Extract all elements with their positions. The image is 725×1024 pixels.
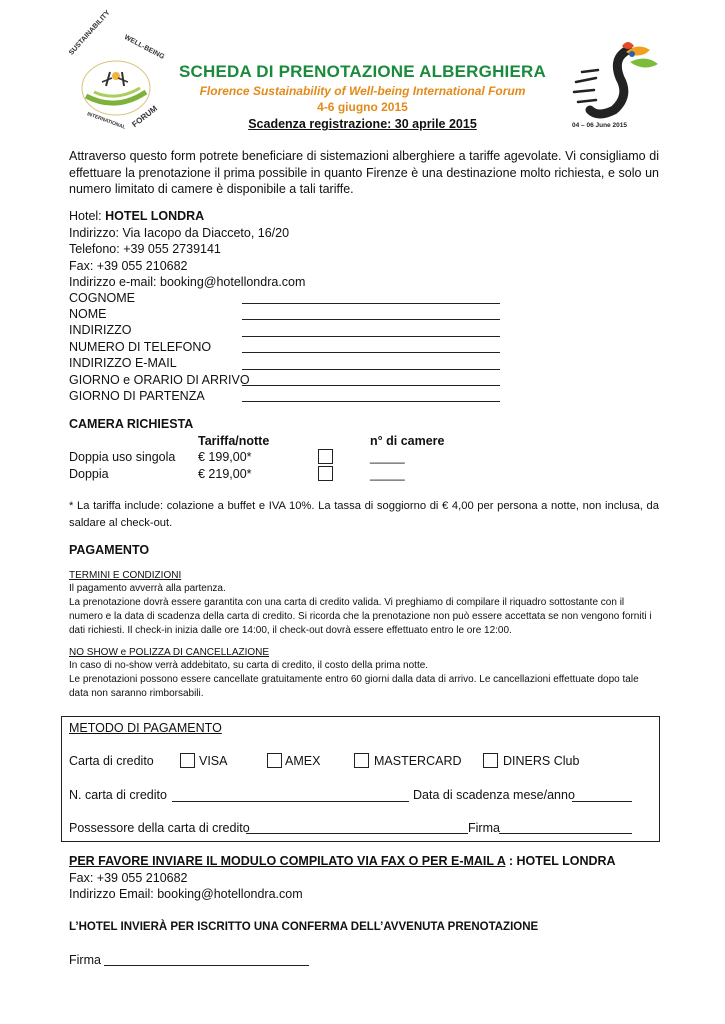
hotel-phone: Telefono: +39 055 2739141 (69, 242, 221, 256)
room-rate-header: Tariffa/notte (198, 434, 270, 448)
terms-line-4: dati richiesti. Il check-in inizia dalle ore 14:00, il check-out dovrà essere effettuato entro le ore 12:00. (69, 625, 512, 636)
field-input-telefono[interactable] (242, 352, 500, 353)
page-title: SCHEDA DI PRENOTAZIONE ALBERGHIERA (179, 62, 546, 81)
room-type-single: Doppia uso singola (69, 450, 176, 464)
hotel-name-line (69, 208, 204, 224)
hotel-label: Hotel: (69, 209, 106, 223)
payment-heading: PAGAMENTO (69, 543, 150, 557)
room-count-double[interactable]: _____ (370, 467, 405, 481)
card-number-field[interactable] (172, 801, 409, 802)
mastercard-label: MASTERCARD (374, 754, 462, 768)
forum-dates: 4-6 giugno 2015 (317, 100, 408, 114)
terms-title: TERMINI E CONDIZIONI (69, 570, 182, 581)
field-label-email: INDIRIZZO E-MAIL (69, 356, 177, 370)
terms-line-3: numero e la data di scadenza della carta di credito. Si ricorda che la prenotazione non può essere accettata se non vengono forniti i (69, 611, 652, 622)
terms-line-2: La prenotazione dovrà essere garantita con una carta di credito valida. Vi preghiamo di compilare il riquadro sottostante con il (69, 597, 625, 608)
hotel-address: Indirizzo: Via Iacopo da Diacceto, 16/20 (69, 226, 290, 240)
field-label-nome: NOME (69, 307, 107, 321)
confirmation-note: L’HOTEL INVIERÀ PER ISCRITTO UNA CONFERMA DELL’AVVENUTA PRENOTAZIONE (69, 921, 539, 933)
field-input-indirizzo[interactable] (242, 336, 500, 337)
card-sign-label: Firma (468, 821, 500, 835)
hotel-email: Indirizzo e-mail: booking@hotellondra.com (69, 275, 306, 289)
hotel-fax: Fax: +39 055 210682 (69, 259, 188, 273)
intro-paragraph: Attraverso questo form potrete beneficiare di sistemazioni alberghiere a tariffe agevolate. Vi consigliamo di effettuare la prenotazione il prima possibile in quanto Firenze è una destinazione molto richiesta, e solo un numero limitato di camere è disponibile a tali tariffe. (69, 149, 659, 196)
footer-sign-label: Firma (69, 953, 101, 967)
card-holder-label: Possessore della carta di credito (69, 821, 250, 835)
logo-text-sustainability: SUSTAINABILITY (68, 9, 112, 57)
amex-label: AMEX (285, 754, 321, 768)
field-input-cognome[interactable] (242, 303, 500, 304)
field-input-nome[interactable] (242, 319, 500, 320)
room-count-single[interactable]: _____ (370, 450, 405, 464)
field-input-partenza[interactable] (242, 401, 500, 402)
diners-checkbox[interactable] (483, 753, 498, 768)
room-heading: CAMERA RICHIESTA (69, 417, 194, 431)
room-count-header: n° di camere (370, 434, 445, 448)
footer-sign-field[interactable] (104, 965, 309, 966)
payment-method-box (61, 716, 660, 842)
rate-note: * La tariffa include: colazione a buffet e IVA 10%. La tassa di soggiorno di € 4,00 per persona a notte, non inclusa, da saldare al check-out. (69, 500, 659, 529)
registration-deadline: Scadenza registrazione: 30 aprile 2015 (248, 117, 477, 131)
visa-checkbox[interactable] (180, 753, 195, 768)
hotel-name: HOTEL LONDRA (105, 209, 205, 223)
card-type-label: Carta di credito (69, 754, 154, 768)
amex-checkbox[interactable] (267, 753, 282, 768)
noshow-line-3: data non saranno rimborsabili. (69, 688, 204, 699)
payment-method-title: METODO DI PAGAMENTO (69, 721, 222, 735)
event-logo-dates: 04 – 06 June 2015 (572, 122, 627, 129)
mastercard-checkbox[interactable] (354, 753, 369, 768)
logo-text-forum: FORUM (130, 103, 159, 130)
field-label-arrivo: GIORNO e ORARIO DI ARRIVO (69, 373, 250, 387)
logo-text-international: INTERNATIONAL (86, 111, 127, 131)
room-rate-double: € 219,00* (198, 467, 252, 481)
noshow-line-1: In caso di no-show verrà addebitato, su carta di credito, il costo della prima notte. (69, 660, 429, 671)
diners-label: DINERS Club (503, 754, 580, 768)
forum-name: Florence Sustainability of Well-being International Forum (199, 84, 526, 98)
terms-line-1: Il pagamento avverrà alla partenza. (69, 583, 226, 594)
card-holder-field[interactable] (246, 833, 468, 834)
field-input-arrivo[interactable] (242, 385, 500, 386)
room-checkbox-single[interactable] (318, 449, 333, 464)
visa-label: VISA (199, 754, 228, 768)
room-rate-single: € 199,00* (198, 450, 252, 464)
send-instructions-main: PER FAVORE INVIARE IL MODULO COMPILATO VIA FAX O PER E-MAIL A (69, 854, 506, 868)
send-instructions (69, 853, 616, 869)
card-sign-field[interactable] (499, 833, 632, 834)
field-input-email[interactable] (242, 369, 500, 370)
room-type-double: Doppia (69, 467, 109, 481)
card-number-label: N. carta di credito (69, 788, 167, 802)
field-label-partenza: GIORNO DI PARTENZA (69, 389, 205, 403)
footer-fax: Fax: +39 055 210682 (69, 871, 188, 885)
footer-email: Indirizzo Email: booking@hotellondra.com (69, 887, 303, 901)
card-expiry-label: Data di scadenza mese/anno (413, 788, 575, 802)
card-expiry-field[interactable] (572, 801, 632, 802)
noshow-title: NO SHOW e POLIZZA DI CANCELLAZIONE (69, 647, 270, 658)
send-instructions-hotel: : HOTEL LONDRA (505, 854, 616, 868)
room-checkbox-double[interactable] (318, 466, 333, 481)
logo-text-wellbeing: WELL-BEING (122, 34, 166, 61)
noshow-line-2: Le prenotazioni possono essere cancellate gratuitamente entro 60 giorni dalla data di arrivo. Le cancellazioni effettuate dopo tale (69, 674, 639, 685)
field-label-cognome: COGNOME (69, 291, 135, 305)
field-label-indirizzo: INDIRIZZO (69, 323, 132, 337)
field-label-telefono: NUMERO DI TELEFONO (69, 340, 212, 354)
